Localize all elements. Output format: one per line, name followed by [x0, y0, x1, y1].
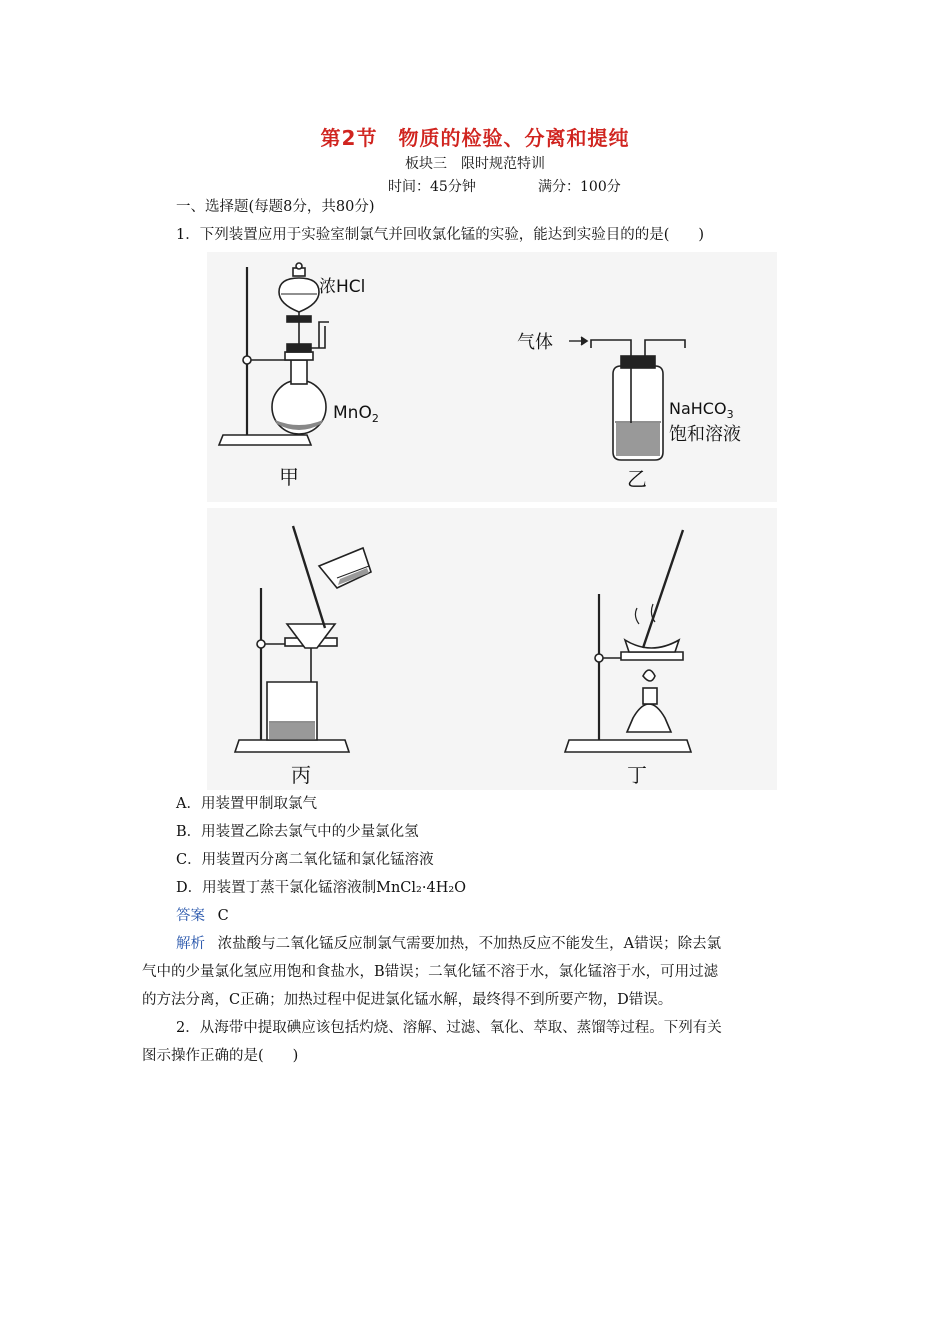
- analysis-line-3: 的方法分离，C正确；加热过程中促进氯化锰水解，最终得不到所要产物，D错误。: [142, 992, 673, 1008]
- label-conc-hcl: 浓HCl: [319, 277, 366, 297]
- label-gas: 气体: [517, 332, 553, 353]
- label-mno2: MnO: [333, 403, 372, 423]
- apparatus-diagram-bottom: [207, 508, 777, 790]
- label-saturated-solution: 饱和溶液: [669, 424, 741, 445]
- caption-jia: 甲: [279, 465, 299, 489]
- question-2-stem-line-1: 2．从海带中提取碘应该包括灼烧、溶解、过滤、氧化、萃取、蒸馏等过程。下列有关: [176, 1020, 722, 1036]
- caption-bing: 丙: [291, 763, 311, 787]
- label-mno2-sub: 2: [371, 412, 379, 425]
- option-a: A．用装置甲制取氯气: [176, 796, 317, 812]
- svg-text:MnO2: [333, 403, 379, 425]
- question-2-stem-line-2: 图示操作正确的是( ): [142, 1048, 299, 1064]
- label-nahco3-sub: 3: [726, 408, 734, 421]
- apparatus-diagram-top: [207, 252, 777, 502]
- caption-ding: 丁: [627, 763, 647, 787]
- option-c: C．用装置丙分离二氧化锰和氯化锰溶液: [176, 852, 434, 868]
- figure-apparatus-top: [207, 252, 777, 502]
- analysis-line-1: 浓盐酸与二氧化锰反应制氯气需要加热，不加热反应不能发生，A错误；除去氯: [217, 936, 722, 952]
- option-b: B．用装置乙除去氯气中的少量氯化氢: [176, 824, 419, 840]
- page-title: 第2节 物质的检验、分离和提纯: [320, 126, 630, 150]
- part-heading: 一、选择题(每题8分，共80分): [176, 199, 375, 215]
- time-label: 时间：45分钟: [388, 179, 476, 195]
- analysis-label: 解析: [176, 936, 205, 952]
- question-1-stem: 1．下列装置应用于实验室制氯气并回收氯化锰的实验，能达到实验目的的是( ): [176, 227, 705, 243]
- score-label: 满分：100分: [538, 179, 621, 195]
- figure-apparatus-bottom: [207, 508, 777, 790]
- answer-value: C: [217, 908, 229, 924]
- caption-yi: 乙: [627, 467, 647, 491]
- label-nahco3: NaHCO: [669, 399, 727, 418]
- svg-text:NaHCO3: [669, 399, 734, 421]
- analysis-line-2: 气中的少量氯化氢应用饱和食盐水，B错误；二氧化锰不溶于水，氯化锰溶于水，可用过滤: [142, 964, 719, 980]
- option-d: D．用装置丁蒸干氯化锰溶液制MnCl₂·4H₂O: [176, 880, 467, 896]
- answer-label: 答案: [176, 908, 205, 924]
- section-label: 板块三 限时规范特训: [405, 156, 545, 172]
